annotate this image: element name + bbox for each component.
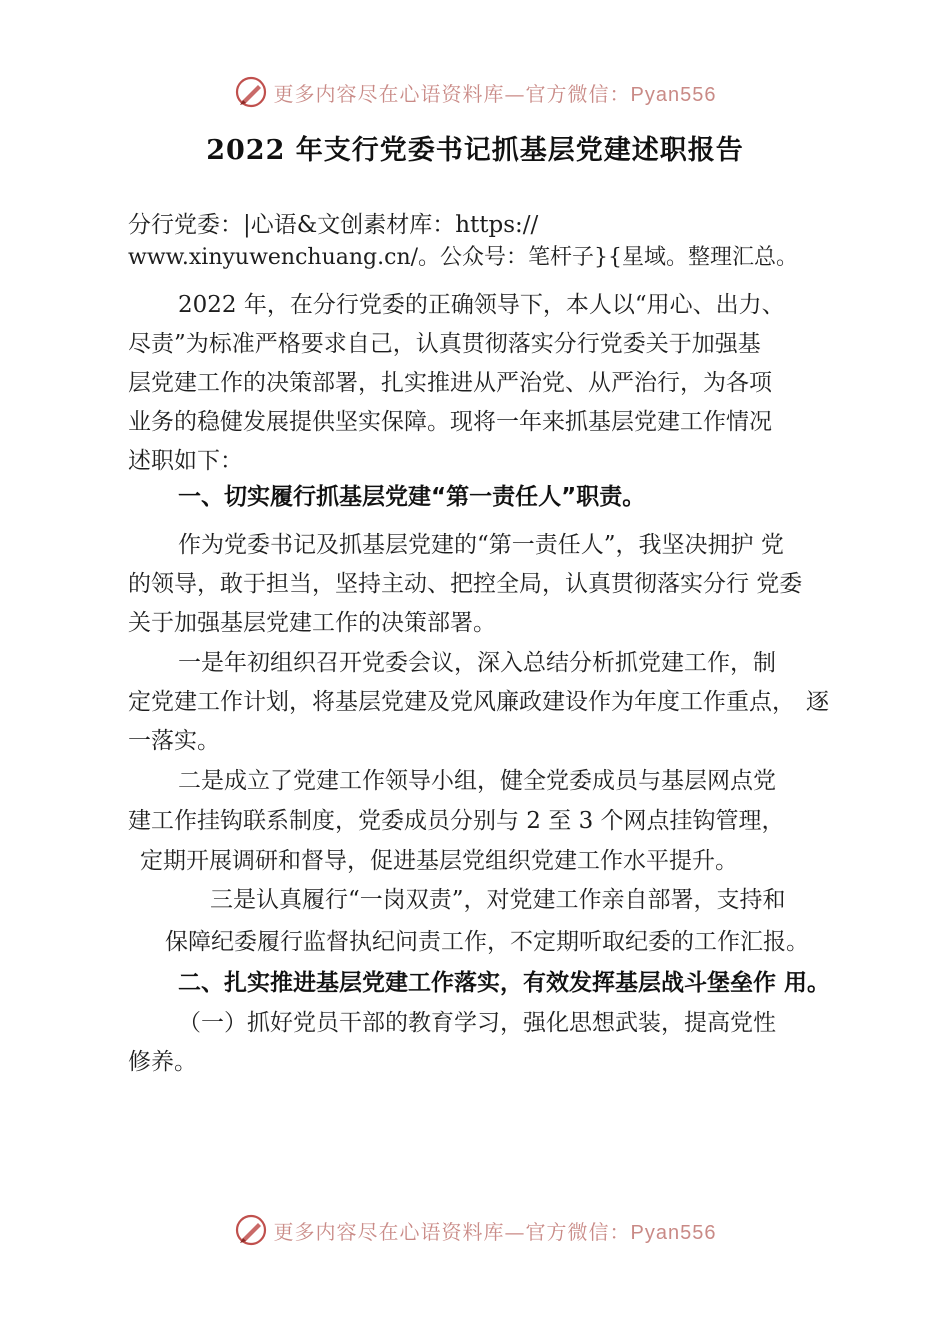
- section1-line: 关于加强基层党建工作的决策部署。: [128, 610, 496, 636]
- point2-line: 定期开展调研和督导，促进基层党组织党建工作水平提升。: [140, 848, 738, 874]
- point1-line: 一是年初组织召开党委会议，深入总结分析抓党建工作，制: [178, 650, 776, 676]
- section-heading-1: 一、切实履行抓基层党建“第一责任人”职责。: [178, 484, 646, 510]
- intro-line: 2022 年，在分行党委的正确领导下，本人以“用心、出力、: [178, 292, 785, 318]
- pen-logo-icon: [234, 1213, 268, 1247]
- point1-line: 一落实。: [128, 728, 220, 754]
- intro-line: 述职如下：: [128, 448, 243, 474]
- intro-line: 层党建工作的决策部署，扎实推进从严治党、从严治行，为各项: [128, 370, 772, 396]
- section-heading-2: 二、扎实推进基层党建工作落实，有效发挥基层战斗堡垒作 用。: [178, 970, 831, 996]
- header-watermark: [0, 72, 950, 112]
- point2-line: 二是成立了党建工作领导小组，健全党委成员与基层网点党: [178, 768, 776, 794]
- document-title: 2022 年支行党委书记抓基层党建述职报告: [206, 135, 744, 166]
- point1-line: 逐: [806, 689, 829, 715]
- subsection1-line: （一）抓好党员干部的教育学习，强化思想武装，提高党性: [178, 1010, 776, 1036]
- intro-line: 业务的稳健发展提供坚实保障。现将一年来抓基层党建工作情况: [128, 409, 772, 435]
- point3-line: 三是认真履行“一岗双责”，对党建工作亲自部署，支持和: [210, 887, 786, 913]
- subsection1-line: 修养。: [128, 1049, 197, 1075]
- section1-line: 的领导，敢于担当，坚持主动、把控全局，认真贯彻落实分行 党委: [128, 571, 803, 597]
- author-line-2: www.xinyuwenchuang.cn/。公众号：笔杆子}{星域。整理汇总。: [128, 245, 799, 270]
- footer-watermark: [0, 1210, 950, 1250]
- point1-line: 定党建工作计划，将基层党建及党风廉政建设作为年度工作重点，: [128, 689, 795, 715]
- section1-line: 作为党委书记及抓基层党建的“第一责任人”，我坚决拥护 党: [178, 532, 784, 558]
- intro-line: 尽责”为标准严格要求自己，认真贯彻落实分行党委关于加强基: [128, 331, 761, 357]
- author-line: 分行党委：|心语&文创素材库：https://: [128, 212, 539, 238]
- point2-line: 建工作挂钩联系制度，党委成员分别与 2 至 3 个网点挂钩管理，: [128, 808, 785, 834]
- pen-logo-icon: [234, 75, 268, 109]
- watermark-text: 更多内容尽在心语资料库—官方微信：Pyan556: [273, 81, 717, 106]
- watermark-text: 更多内容尽在心语资料库—官方微信：Pyan556: [273, 1219, 717, 1244]
- point3-line: 保障纪委履行监督执纪问责工作，不定期听取纪委的工作汇报。: [165, 929, 809, 955]
